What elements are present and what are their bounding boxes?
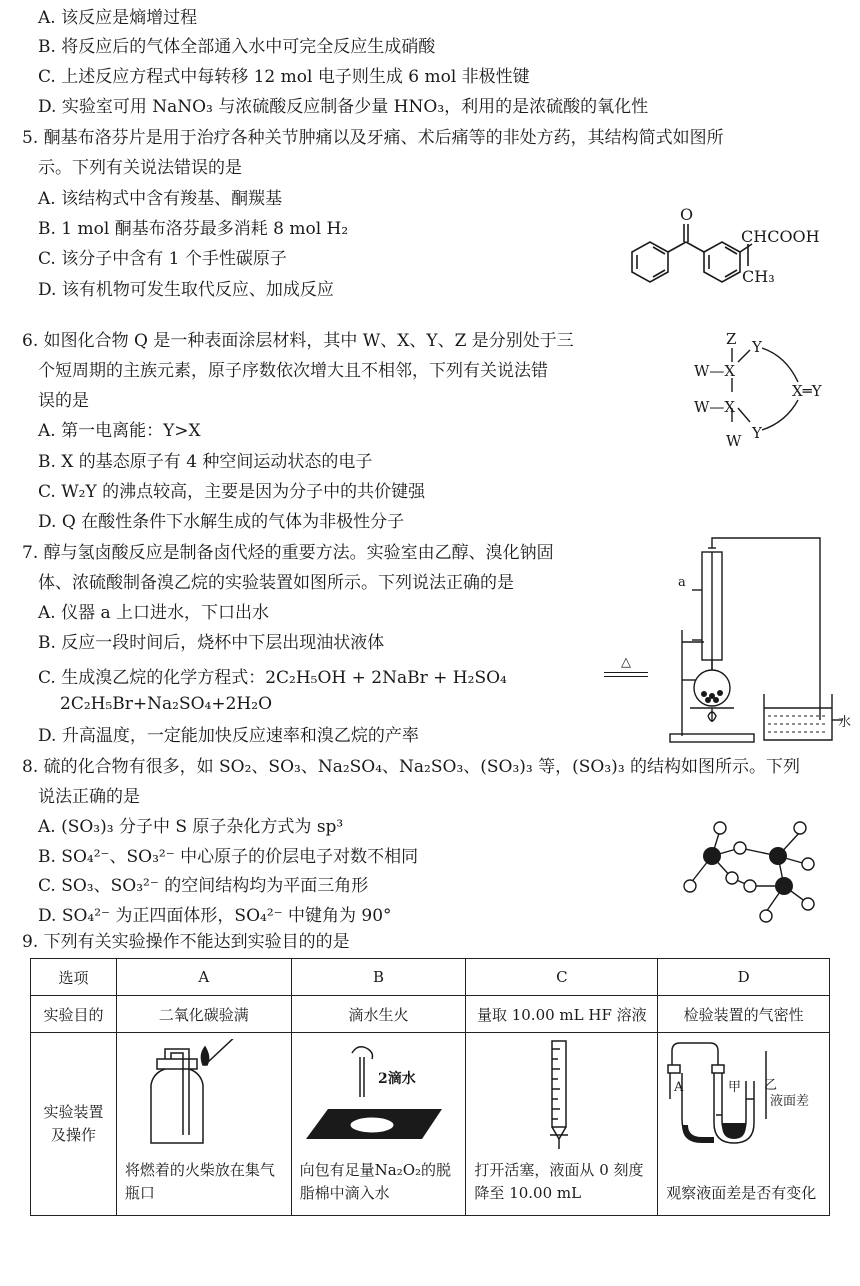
q7-option-c-line2: 2C₂H₅Br+Na₂SO₄+2H₂O	[60, 694, 273, 714]
compound-q-structure	[688, 326, 848, 456]
purpose-b: 滴水生火	[291, 996, 466, 1033]
header-a: A	[116, 959, 291, 996]
fig-oxygen-label: O	[680, 205, 694, 224]
purpose-c: 量取 10.00 mL HF 溶液	[466, 996, 658, 1033]
q6-option-c: C. W₂Y 的沸点较高，主要是因为分子中的共价键强	[38, 482, 426, 502]
purpose-d: 检验装置的气密性	[658, 996, 830, 1033]
caption-c: 打开活塞，液面从 0 刻度降至 10.00 mL	[474, 1161, 644, 1202]
u-tube-airtightness-figure	[658, 1039, 830, 1149]
caption-b: 向包有足量Na₂O₂的脱脂棉中滴入水	[299, 1161, 452, 1202]
q6-option-a: A. 第一电离能：Y>X	[38, 421, 201, 441]
level-difference-label: 液面差	[770, 1094, 810, 1109]
tube-jia-label: 甲	[728, 1080, 742, 1095]
q6-option-b: B. X 的基态原子有 4 种空间运动状态的电子	[38, 452, 373, 472]
q7-option-b: B. 反应一段时间后，烧杯中下层出现油状液体	[38, 633, 385, 653]
bromoethane-apparatus	[652, 530, 852, 750]
q9-stem: 9. 下列有关实验操作不能达到实验目的的是	[22, 932, 350, 952]
q7-option-d: D. 升高温度，一定能加快反应速率和溴乙烷的产率	[38, 726, 419, 746]
fig-y-top-label: Y	[752, 338, 762, 356]
tube-yi-label: 乙	[764, 1078, 778, 1093]
header-option: 选项	[31, 959, 117, 996]
q7-stem-line1: 7. 醇与氢卤酸反应是制备卤代烃的重要方法。实验室由乙醇、溴化钠固	[22, 543, 554, 563]
q4-option-d: D. 实验室可用 NaNO₃ 与浓硫酸反应制备少量 HNO₃，利用的是浓硫酸的氧化性	[38, 97, 649, 117]
q8-stem-line1: 8. 硫的化合物有很多，如 SO₂、SO₃、Na₂SO₄、Na₂SO₃、(SO₃)₃ 等，(SO₃)₃ 的结构如图所示。下列	[22, 757, 801, 777]
q6-option-d: D. Q 在酸性条件下水解生成的气体为非极性分子	[38, 512, 405, 532]
setup-b	[291, 1033, 466, 1216]
fig-y-bottom-label: Y	[752, 424, 762, 442]
q5-option-c: C. 该分子中含有 1 个手性碳原子	[38, 249, 287, 269]
q5-stem-line2: 示。下列有关说法错误的是	[38, 158, 242, 178]
tube-a-label: A	[674, 1080, 684, 1095]
q6-stem-line2: 个短周期的主族元素，原子序数依次增大且不相邻，下列有关说法错	[38, 361, 548, 381]
q8-option-b: B. SO₄²⁻、SO₃²⁻ 中心原子的价层电子对数不相同	[38, 847, 419, 867]
so3-trimer-structure	[680, 808, 830, 933]
header-b: B	[291, 959, 466, 996]
table-row-setup	[31, 1033, 830, 1216]
q7-option-a: A. 仪器 a 上口进水，下口出水	[38, 603, 270, 623]
setup-a	[116, 1033, 291, 1216]
fig-w-bottom-label: W	[726, 432, 742, 450]
caption-a: 将燃着的火柴放在集气瓶口	[124, 1161, 275, 1202]
fig-w-x-bottom-label: W—X	[694, 398, 736, 416]
fig-z-label: Z	[726, 330, 737, 348]
header-d: D	[658, 959, 830, 996]
fig-chcooh-label: CHCOOH	[741, 227, 820, 246]
q5-stem-line1: 5. 酮基布洛芬片是用于治疗各种关节肿痛以及牙痛、术后痛等的非处方药，其结构简式如图所	[22, 128, 724, 148]
caption-d: 观察液面差是否有变化	[666, 1184, 817, 1202]
q4-option-a: A. 该反应是熵增过程	[38, 8, 198, 28]
q5-option-b: B. 1 mol 酮基布洛芬最多消耗 8 mol H₂	[38, 219, 349, 239]
condenser-a-label: a	[678, 575, 686, 590]
q6-stem-line1: 6. 如图化合物 Q 是一种表面涂层材料，其中 W、X、Y、Z 是分别处于三	[22, 331, 574, 351]
q8-option-d: D. SO₄²⁻ 为正四面体形，SO₄²⁻ 中键角为 90°	[38, 906, 392, 926]
q8-stem-line2: 说法正确的是	[38, 787, 140, 807]
table-row-purpose	[31, 996, 830, 1033]
q5-option-a: A. 该结构式中含有羧基、酮羰基	[38, 189, 283, 209]
dropper-cotton-figure	[292, 1039, 467, 1149]
header-c: C	[466, 959, 658, 996]
q4-option-c: C. 上述反应方程式中每转移 12 mol 电子则生成 6 mol 非极性键	[38, 67, 530, 87]
experiment-table	[30, 958, 830, 1216]
q6-stem-line3: 误的是	[38, 391, 89, 411]
setup-c	[466, 1033, 658, 1216]
setup-label-line2: 及操作	[50, 1126, 96, 1144]
q7-option-c-line1: C. 生成溴乙烷的化学方程式：2C₂H₅OH + 2NaBr + H₂SO₄	[38, 668, 507, 688]
heating-condition	[604, 656, 648, 677]
q8-option-a: A. (SO₃)₃ 分子中 S 原子杂化方式为 sp³	[38, 817, 344, 837]
two-drops-label: 2滴水	[377, 1071, 416, 1087]
ketoprofen-structure	[618, 200, 848, 310]
setup-d	[658, 1033, 830, 1216]
q5-option-d: D. 该有机物可发生取代反应、加成反应	[38, 280, 334, 300]
gas-jar-match-figure	[117, 1039, 292, 1149]
table-header-row	[31, 959, 830, 996]
setup-label	[31, 1033, 117, 1216]
q8-option-c: C. SO₃、SO₃²⁻ 的空间结构均为平面三角形	[38, 876, 369, 896]
setup-label-line1: 实验装置	[43, 1103, 104, 1121]
purpose-label: 实验目的	[31, 996, 117, 1033]
fig-ch3-label: CH₃	[742, 267, 775, 286]
purpose-a: 二氧化碳验满	[116, 996, 291, 1033]
q7-stem-line2: 体、浓硫酸制备溴乙烷的实验装置如图所示。下列说法正确的是	[38, 573, 514, 593]
water-label: 水	[838, 715, 852, 730]
fig-w-x-top-label: W—X	[694, 362, 736, 380]
fig-x-double-y-label: X═Y	[792, 382, 822, 400]
burette-figure	[466, 1039, 658, 1149]
equation-equals-sign	[604, 672, 648, 677]
heat-symbol: △	[621, 655, 631, 670]
q4-option-b: B. 将反应后的气体全部通入水中可完全反应生成硝酸	[38, 37, 436, 57]
